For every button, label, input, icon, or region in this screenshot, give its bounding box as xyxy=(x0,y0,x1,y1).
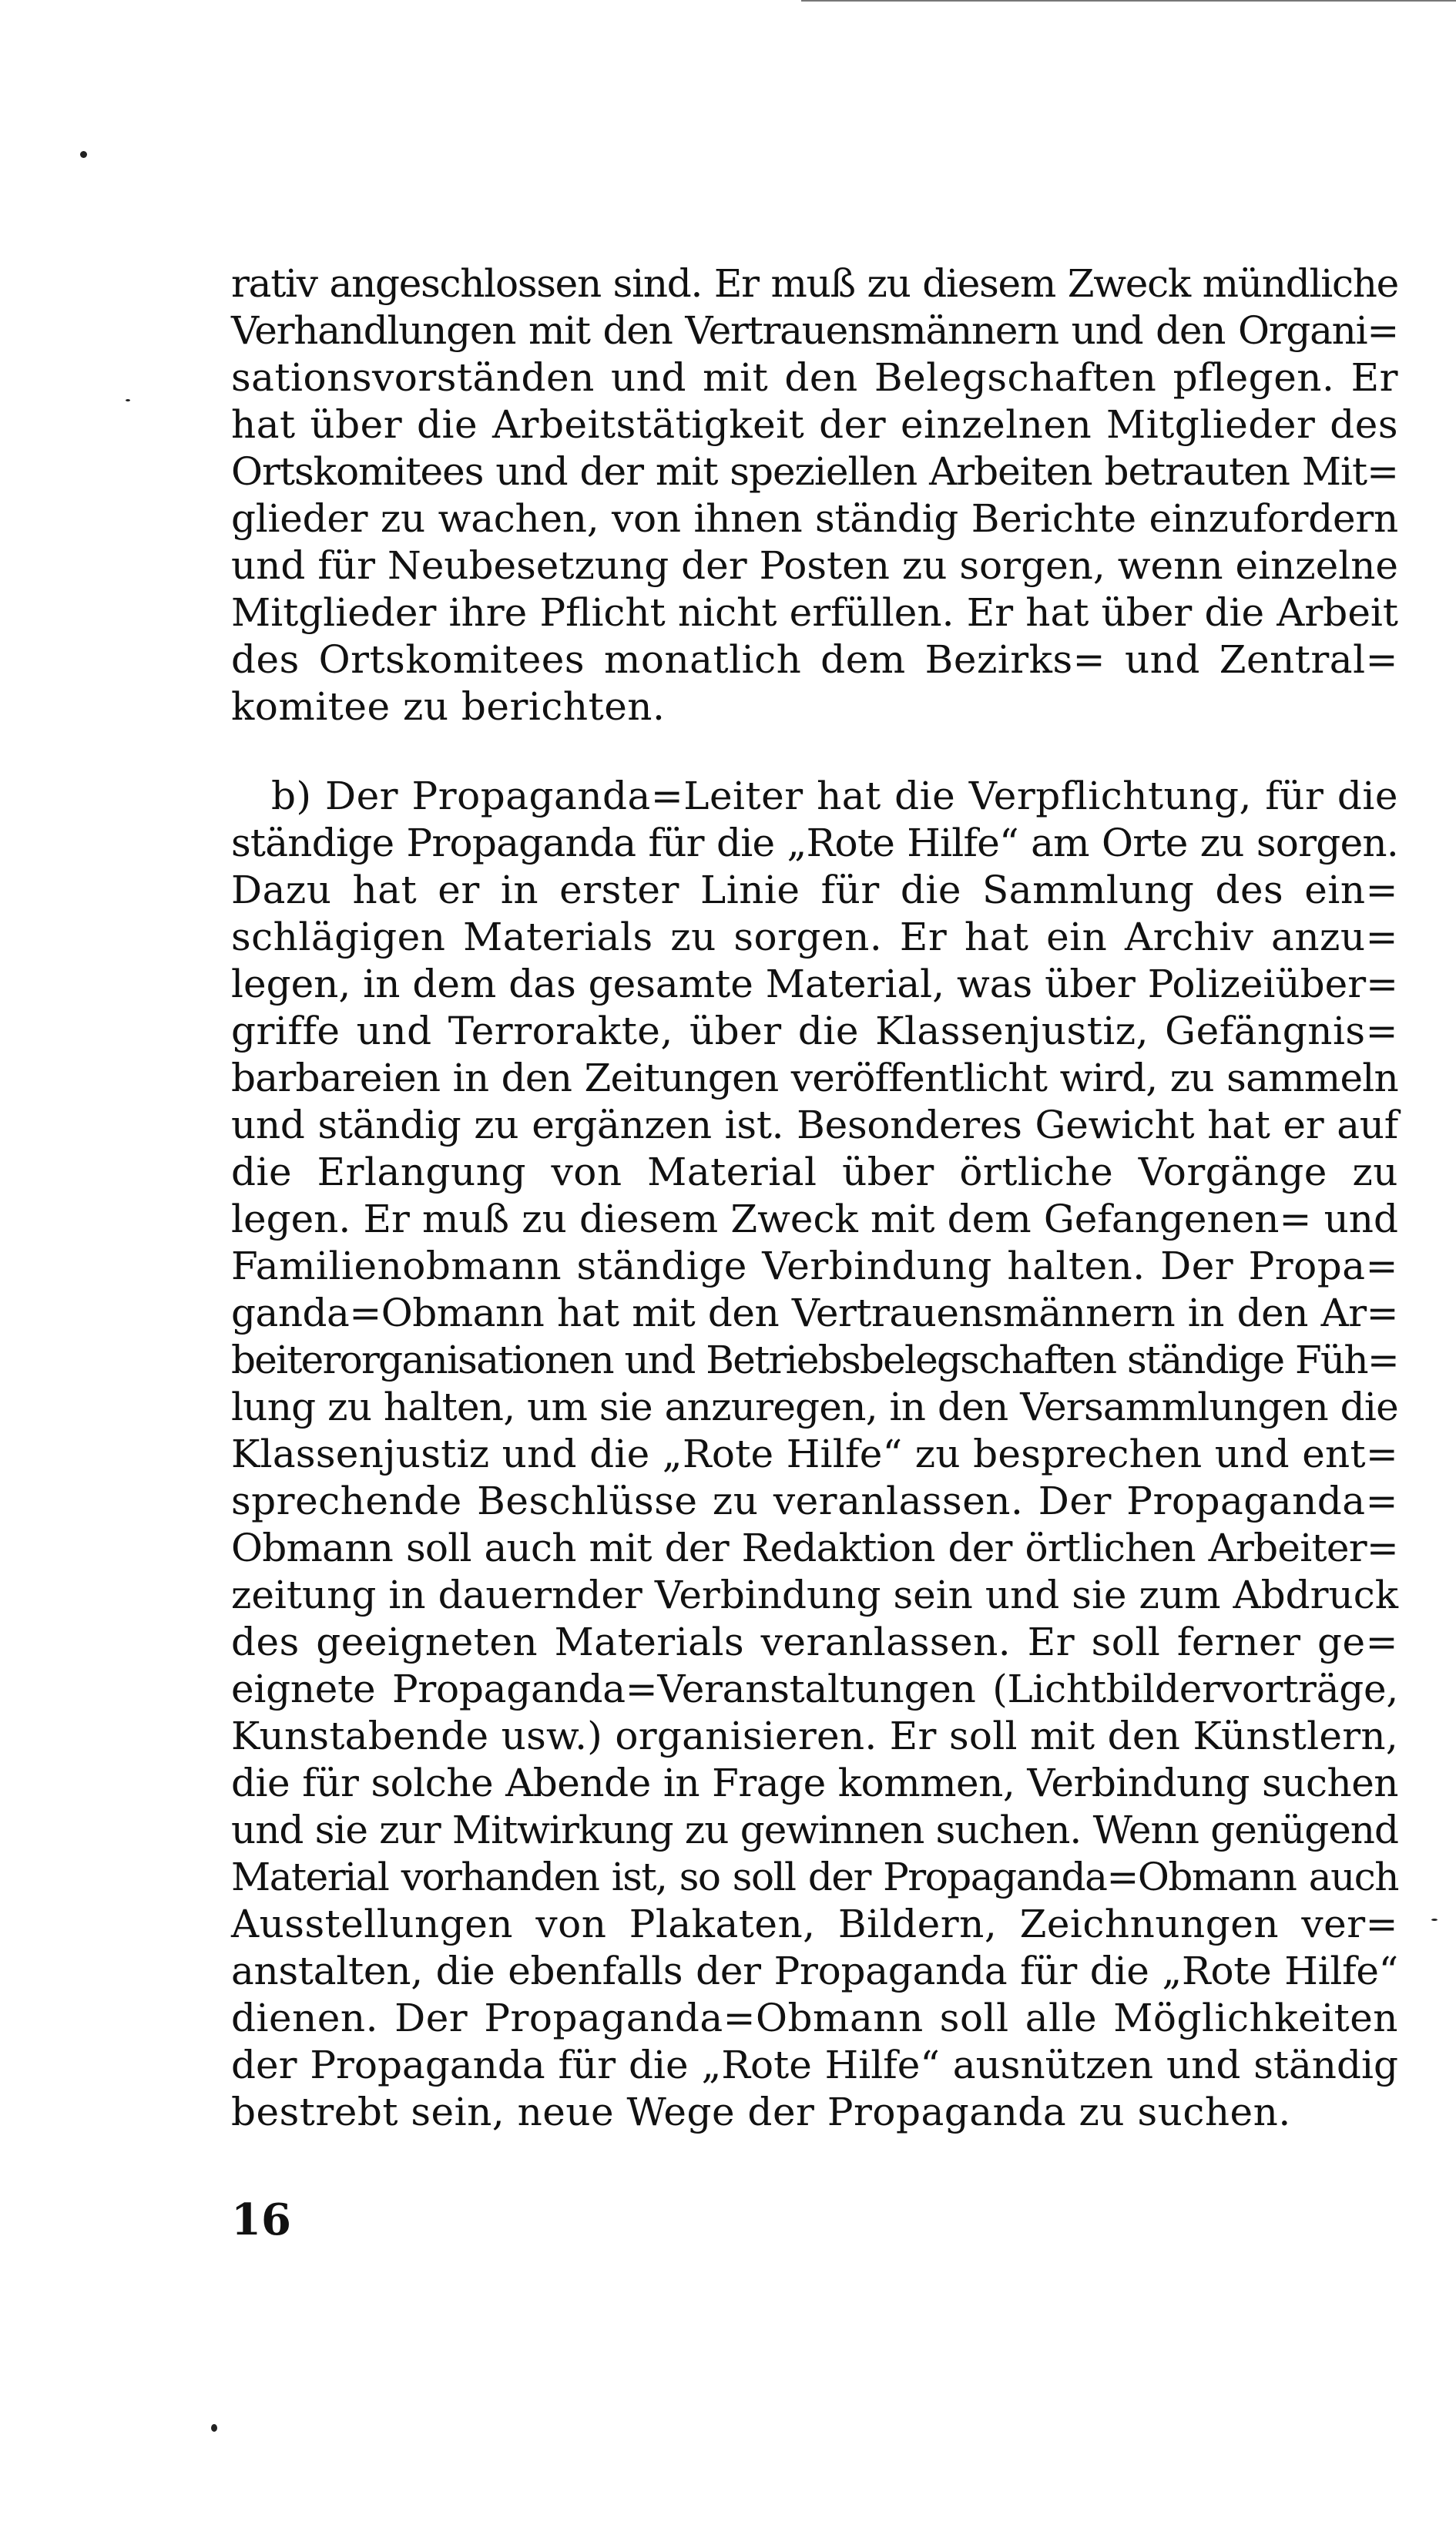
text-line: Klassenjustiz und die „Rote Hilfe“ zu besprechen und ent= xyxy=(231,1432,1398,1476)
top-edge-rule xyxy=(801,0,1456,2)
text-line: Mitglieder ihre Pflicht nicht erfüllen. Er hat über die Arbeit xyxy=(231,590,1398,635)
text-line: und für Neubesetzung der Posten zu sorgen, wenn einzelne xyxy=(231,543,1398,588)
margin-speck xyxy=(126,399,130,401)
text-line: die Erlangung von Material über örtliche Vorgänge zu xyxy=(231,1150,1398,1194)
text-line: bestrebt sein, neue Wege der Propaganda zu suchen. xyxy=(231,2090,1291,2134)
paragraph-2 xyxy=(231,773,1398,2136)
text-line: glieder zu wachen, von ihnen ständig Berichte einzufordern xyxy=(231,496,1398,541)
text-line: Familienobmann ständige Verbindung halten. Der Propa= xyxy=(231,1244,1398,1288)
margin-speck xyxy=(211,2424,217,2432)
text-line: legen, in dem das gesamte Material, was über Polizeiüber= xyxy=(231,962,1398,1006)
text-line: Material vorhanden ist, so soll der Propaganda=Obmann auch xyxy=(231,1855,1398,1899)
paragraph-1 xyxy=(231,260,1398,730)
text-line: Verhandlungen mit den Vertrauensmännern und den Organi= xyxy=(231,308,1398,353)
text-line: des Ortskomitees monatlich dem Bezirks= und Zentral= xyxy=(231,637,1398,682)
text-line: und ständig zu ergänzen ist. Besonderes Gewicht hat er auf xyxy=(231,1103,1398,1147)
text-line: sationsvorständen und mit den Belegschaften pflegen. Er xyxy=(231,355,1398,400)
text-line: Dazu hat er in erster Linie für die Sammlung des ein= xyxy=(231,868,1398,912)
page-number: 16 xyxy=(231,2194,291,2245)
text-line: ganda=Obmann hat mit den Vertrauensmännern in den Ar= xyxy=(231,1291,1398,1335)
margin-speck xyxy=(80,151,87,158)
text-line: anstalten, die ebenfalls der Propaganda für die „Rote Hilfe“ xyxy=(231,1949,1398,1993)
text-line: schlägigen Materials zu sorgen. Er hat ein Archiv anzu= xyxy=(231,915,1398,959)
text-line: Ausstellungen von Plakaten, Bildern, Zeichnungen ver= xyxy=(231,1902,1398,1946)
text-line: hat über die Arbeitstätigkeit der einzelnen Mitglieder des xyxy=(231,402,1398,447)
text-line: Kunstabende usw.) organisieren. Er soll mit den Künstlern, xyxy=(231,1714,1398,1758)
text-line: die für solche Abende in Frage kommen, Verbindung suchen xyxy=(231,1761,1398,1805)
text-line: und sie zur Mitwirkung zu gewinnen suchen. Wenn genügend xyxy=(231,1808,1398,1852)
text-line: barbareien in den Zeitungen veröffentlicht wird, zu sammeln xyxy=(231,1056,1398,1100)
text-line: Obmann soll auch mit der Redaktion der örtlichen Arbeiter= xyxy=(231,1526,1398,1570)
text-line: b) Der Propaganda=Leiter hat die Verpflichtung, für die xyxy=(271,774,1398,818)
text-line: griffe und Terrorakte, über die Klassenjustiz, Gefängnis= xyxy=(231,1009,1398,1053)
page-body xyxy=(231,260,1398,2136)
text-line: legen. Er muß zu diesem Zweck mit dem Gefangenen= und xyxy=(231,1197,1398,1241)
text-line: komitee zu berichten. xyxy=(231,684,666,729)
text-line: eignete Propaganda=Veranstaltungen (Lichtbildervorträge, xyxy=(231,1667,1398,1711)
text-line: ständige Propaganda für die „Rote Hilfe“ am Orte zu sorgen. xyxy=(231,821,1398,865)
margin-speck xyxy=(1431,1919,1438,1921)
text-line: der Propaganda für die „Rote Hilfe“ ausnützen und ständig xyxy=(231,2043,1398,2087)
text-line: Ortskomitees und der mit speziellen Arbeiten betrauten Mit= xyxy=(231,449,1398,494)
text-line: beiterorganisationen und Betriebsbelegschaften ständige Füh= xyxy=(231,1338,1398,1382)
text-line: dienen. Der Propaganda=Obmann soll alle Möglichkeiten xyxy=(231,1996,1398,2040)
text-line: rativ angeschlossen sind. Er muß zu diesem Zweck mündliche xyxy=(231,261,1398,306)
text-line: lung zu halten, um sie anzuregen, in den Versammlungen die xyxy=(231,1385,1398,1429)
text-line: zeitung in dauernder Verbindung sein und sie zum Abdruck xyxy=(231,1573,1398,1617)
text-line: des geeigneten Materials veranlassen. Er soll ferner ge= xyxy=(231,1620,1398,1664)
text-line: sprechende Beschlüsse zu veranlassen. Der Propaganda= xyxy=(231,1479,1398,1523)
